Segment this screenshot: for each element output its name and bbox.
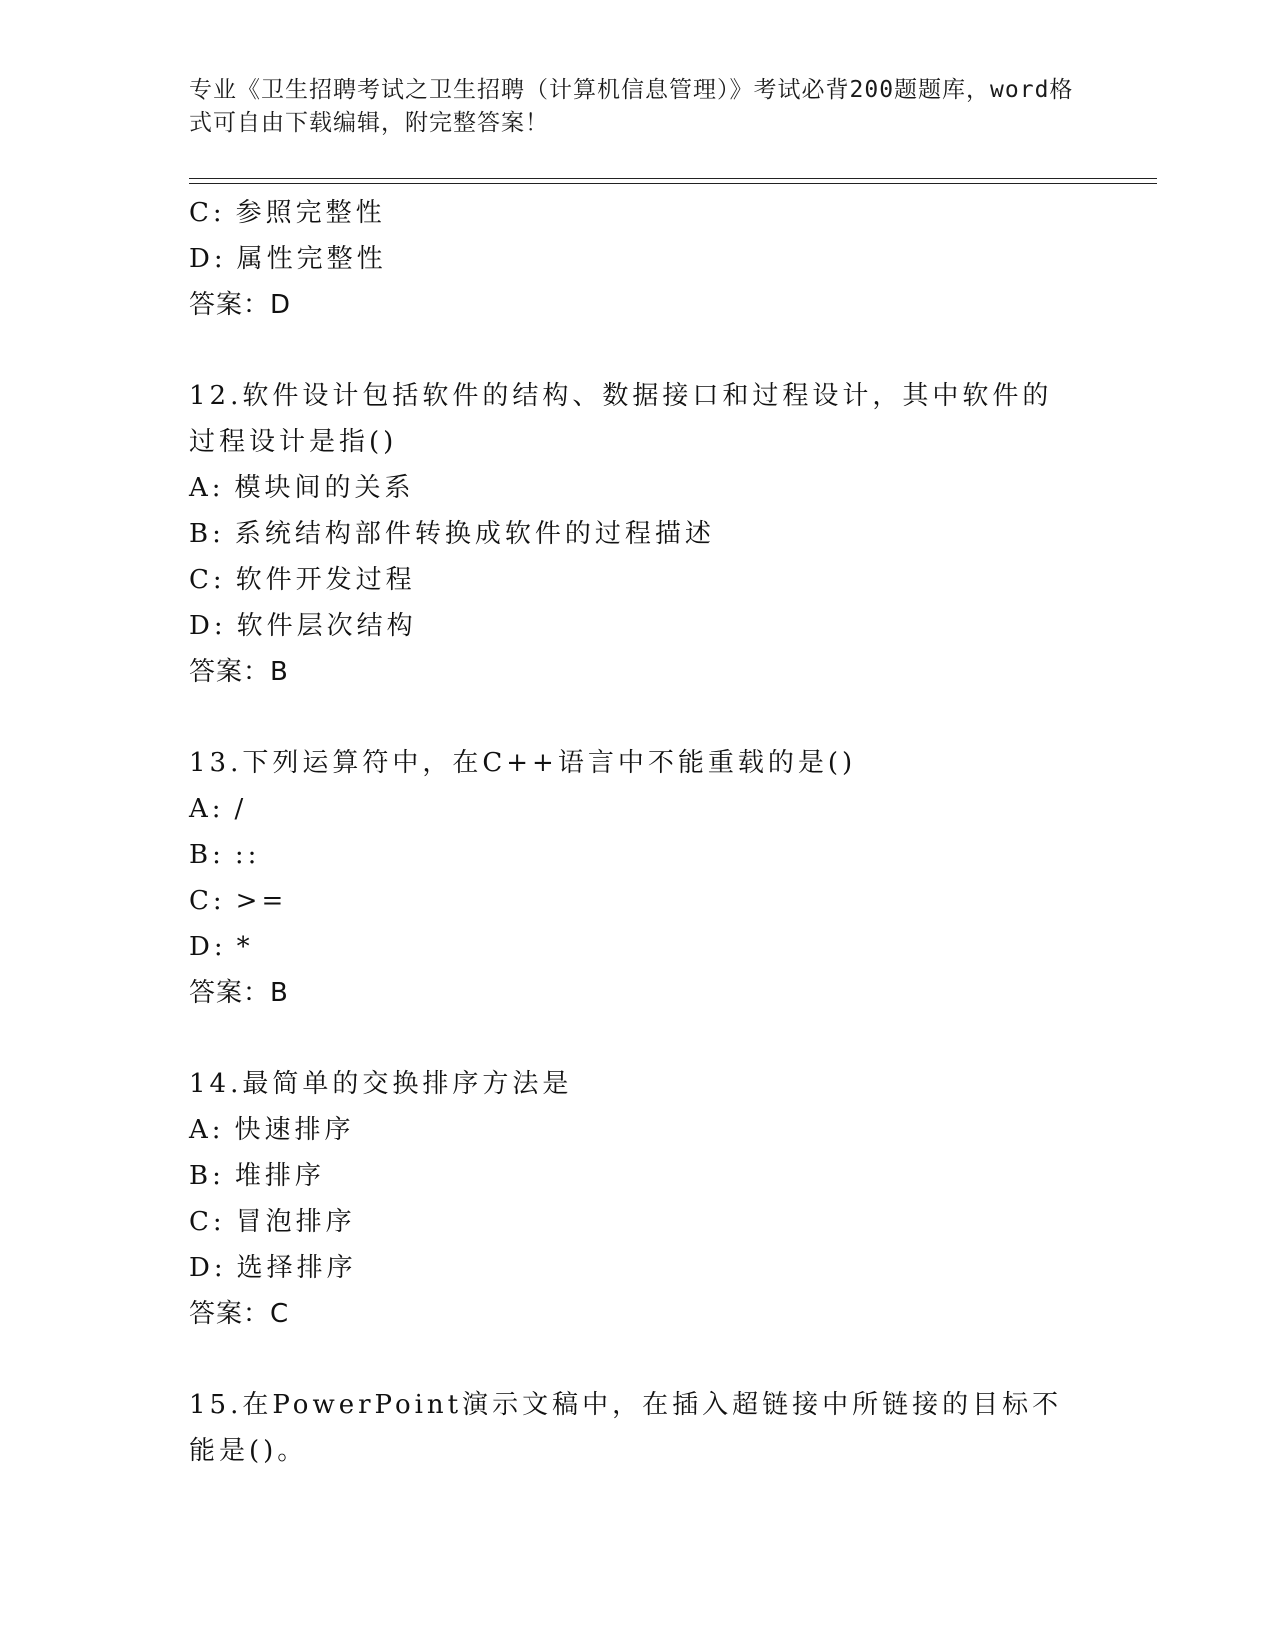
option-c: C: 参照完整性 [189, 198, 386, 228]
answer: 答案：B [189, 978, 289, 1008]
answer: 答案：B [189, 657, 289, 687]
document-header: 专业《卫生招聘考试之卫生招聘（计算机信息管理）》考试必背200题题库，word格式可自由下载编辑，附完整答案！ [189, 77, 1074, 136]
spacer [189, 328, 1089, 373]
spacer [189, 1016, 1089, 1061]
question-stem: 13.下列运算符中，在C++语言中不能重载的是() [189, 748, 857, 778]
option-a: A: 快速排序 [189, 1115, 355, 1145]
option-b: B: 系统结构部件转换成软件的过程描述 [189, 519, 715, 549]
spacer [189, 695, 1089, 740]
question-block-14 [189, 1061, 1089, 1337]
header-rule-top [189, 178, 1157, 179]
question-block-15 [189, 1382, 1089, 1474]
question-block-11 [189, 190, 1089, 328]
answer: 答案：D [189, 290, 292, 320]
option-c: C: 冒泡排序 [189, 1207, 356, 1237]
question-stem: 12.软件设计包括软件的结构、数据接口和过程设计，其中软件的过程设计是指() [189, 381, 1053, 457]
spacer [189, 1337, 1089, 1382]
option-d: D: * [189, 932, 254, 962]
option-d: D: 软件层次结构 [189, 611, 417, 641]
option-d: D: 选择排序 [189, 1253, 357, 1283]
option-a: A: 模块间的关系 [189, 473, 415, 503]
option-a: A: / [189, 794, 248, 824]
option-b: B: :: [189, 840, 261, 870]
question-stem: 14.最简单的交换排序方法是 [189, 1069, 573, 1099]
option-d: D: 属性完整性 [189, 244, 387, 274]
question-block-12 [189, 373, 1089, 695]
option-c: C: >= [189, 886, 288, 916]
question-block-13 [189, 740, 1089, 1016]
question-stem: 15.在PowerPoint演示文稿中，在插入超链接中所链接的目标不能是()。 [189, 1390, 1063, 1466]
option-b: B: 堆排序 [189, 1161, 325, 1191]
answer: 答案：C [189, 1299, 290, 1329]
question-list [189, 190, 1089, 1474]
option-c: C: 软件开发过程 [189, 565, 416, 595]
header-rule-bottom [189, 183, 1157, 184]
